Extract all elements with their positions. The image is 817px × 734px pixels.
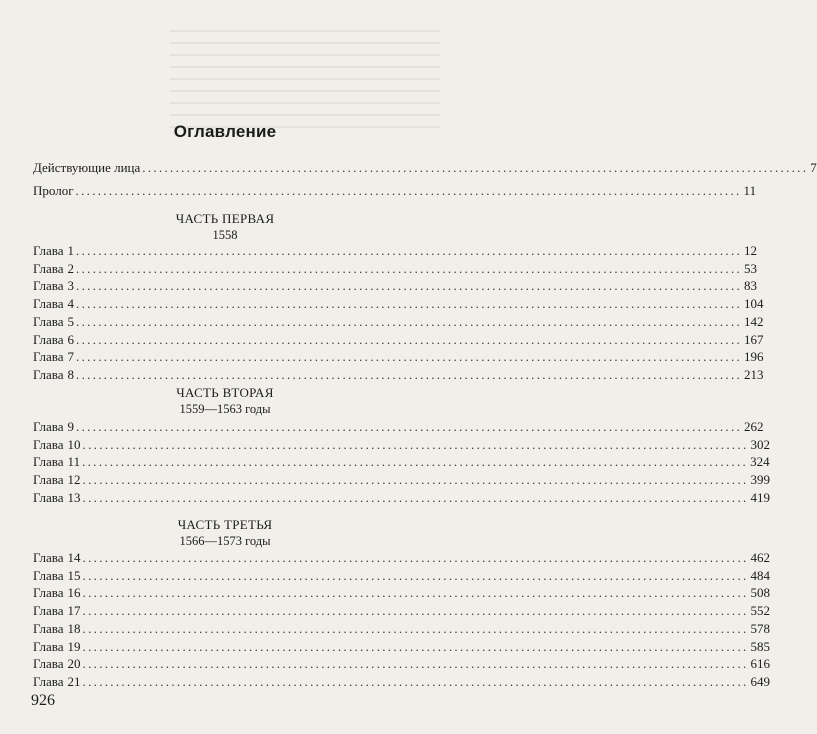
chapter-number: 11 <box>67 454 81 470</box>
chapter-label: Глава <box>33 296 64 312</box>
chapter-page: 83 <box>744 278 758 294</box>
chapter-label: Глава <box>33 278 64 294</box>
entry-label: Пролог <box>33 183 74 198</box>
chapter-number: 17 <box>67 603 81 619</box>
leader-dots: ........................................................................................................................ <box>76 260 743 276</box>
chapter-page: 262 <box>744 419 764 434</box>
entry-label: Действующие лица <box>33 160 141 175</box>
chapter-number: 3 <box>67 278 75 294</box>
chapter-page: 399 <box>750 472 771 488</box>
chapter-page: 419 <box>750 489 771 505</box>
page-number: 926 <box>31 692 55 709</box>
chapter-label: Глава <box>33 673 64 689</box>
toc-chapter-row <box>33 313 764 332</box>
chapter-page: 324 <box>750 454 770 470</box>
leader-dots: ........................................................................................................................ <box>82 454 749 470</box>
chapter-page: 196 <box>744 349 764 365</box>
leader-dots: ........................................................................................................................ <box>75 183 742 198</box>
chapter-number: 16 <box>67 585 81 601</box>
toc-chapter-row <box>33 454 770 472</box>
part-title: ЧАСТЬ ВТОРАЯ <box>176 385 274 400</box>
chapter-page: 552 <box>750 603 771 619</box>
part-dates: 1559—1563 годы <box>179 402 271 416</box>
chapter-label: Глава <box>33 436 64 452</box>
leader-dots: ........................................................................................................................ <box>82 550 749 565</box>
chapter-number: 8 <box>67 366 75 382</box>
chapter-number: 21 <box>67 673 81 689</box>
toc-chapter-row <box>33 296 764 314</box>
leader-dots: ........................................................................................................................ <box>76 349 743 365</box>
leader-dots: ........................................................................................................................ <box>82 436 749 452</box>
chapter-number: 7 <box>67 349 75 365</box>
leader-dots: ........................................................................................................................ <box>76 331 743 347</box>
chapter-number: 12 <box>67 472 81 488</box>
chapter-page: 213 <box>744 366 764 382</box>
chapter-label: Глава <box>33 243 64 258</box>
toc-chapter-row <box>33 278 758 296</box>
chapter-page: 508 <box>750 585 771 601</box>
chapter-number: 20 <box>67 656 81 672</box>
chapter-label: Глава <box>33 419 64 434</box>
chapter-label: Глава <box>33 550 64 565</box>
toc-entry <box>33 160 817 178</box>
entry-page: 11 <box>743 183 757 198</box>
chapter-label: Глава <box>33 603 64 619</box>
chapter-page: 462 <box>750 550 771 565</box>
toc-chapter-row <box>33 472 771 490</box>
chapter-label: Глава <box>33 620 64 636</box>
toc-chapter-row <box>33 638 771 657</box>
chapter-page: 616 <box>750 656 771 672</box>
chapter-number: 9 <box>67 419 75 434</box>
part-title: ЧАСТЬ ТРЕТЬЯ <box>177 517 273 532</box>
page-title: Оглавление <box>173 122 277 141</box>
leader-dots: ........................................................................................................................ <box>82 638 749 654</box>
chapter-page: 585 <box>750 638 771 654</box>
leader-dots: ........................................................................................................................ <box>76 296 743 312</box>
toc-entry <box>33 183 757 201</box>
chapter-label: Глава <box>33 349 64 365</box>
toc-chapter-row <box>33 620 771 639</box>
toc-chapter-row <box>33 489 771 508</box>
chapter-number: 5 <box>67 313 75 329</box>
chapter-label: Глава <box>33 366 64 382</box>
leader-dots: ........................................................................................................................ <box>142 160 809 175</box>
chapter-label: Глава <box>33 454 64 470</box>
chapter-label: Глава <box>33 567 64 583</box>
entry-page: 7 <box>810 160 817 175</box>
chapter-number: 14 <box>67 550 81 565</box>
chapter-page: 578 <box>750 620 771 636</box>
chapter-page: 484 <box>750 567 771 583</box>
leader-dots: ........................................................................................................................ <box>82 567 749 583</box>
chapter-number: 4 <box>67 296 75 312</box>
leader-dots: ........................................................................................................................ <box>76 419 743 434</box>
chapter-page: 104 <box>744 296 764 312</box>
leader-dots: ........................................................................................................................ <box>82 603 749 619</box>
chapter-label: Глава <box>33 638 64 654</box>
leader-dots: ........................................................................................................................ <box>76 278 743 294</box>
chapter-label: Глава <box>33 331 64 347</box>
chapter-number: 1 <box>67 243 75 258</box>
toc-chapter-row <box>33 436 771 455</box>
toc-chapter-row <box>33 260 758 279</box>
chapter-number: 18 <box>67 620 81 636</box>
part-dates: 1566—1573 годы <box>179 534 271 548</box>
chapter-label: Глава <box>33 585 64 601</box>
chapter-label: Глава <box>33 313 64 329</box>
chapter-page: 142 <box>744 313 764 329</box>
toc-chapter-row <box>33 656 771 674</box>
chapter-page: 167 <box>744 331 764 347</box>
chapter-number: 15 <box>67 567 81 583</box>
leader-dots: ........................................................................................................................ <box>82 489 749 505</box>
leader-dots: ........................................................................................................................ <box>82 620 749 636</box>
chapter-label: Глава <box>33 472 64 488</box>
toc-chapter-row <box>33 673 771 692</box>
toc-chapter-row <box>33 349 764 367</box>
chapter-number: 6 <box>67 331 75 347</box>
chapter-page: 302 <box>750 436 771 452</box>
toc-chapter-row <box>33 331 764 350</box>
toc-chapter-row <box>33 567 771 586</box>
chapter-page: 12 <box>744 243 758 258</box>
chapter-page: 53 <box>744 260 758 276</box>
leader-dots: ........................................................................................................................ <box>82 673 749 689</box>
chapter-number: 2 <box>67 260 75 276</box>
chapter-label: Глава <box>33 260 64 276</box>
leader-dots: ........................................................................................................................ <box>76 366 743 382</box>
toc-chapter-row <box>33 366 764 385</box>
leader-dots: ........................................................................................................................ <box>76 243 743 258</box>
chapter-label: Глава <box>33 656 64 672</box>
chapter-label: Глава <box>33 489 64 505</box>
toc-chapter-row <box>33 419 764 437</box>
chapter-number: 13 <box>67 489 81 505</box>
leader-dots: ........................................................................................................................ <box>82 656 749 672</box>
toc-chapter-row <box>33 585 771 603</box>
leader-dots: ........................................................................................................................ <box>82 585 749 601</box>
leader-dots: ........................................................................................................................ <box>82 472 749 488</box>
chapter-number: 19 <box>67 638 81 654</box>
toc-chapter-row <box>33 603 771 621</box>
toc-chapter-row <box>33 243 758 261</box>
toc-chapter-row <box>33 550 771 568</box>
chapter-page: 649 <box>750 673 771 689</box>
chapter-number: 10 <box>67 436 81 452</box>
leader-dots: ........................................................................................................................ <box>76 313 743 329</box>
part-title: ЧАСТЬ ПЕРВАЯ <box>175 211 275 226</box>
part-dates: 1558 <box>212 228 238 242</box>
